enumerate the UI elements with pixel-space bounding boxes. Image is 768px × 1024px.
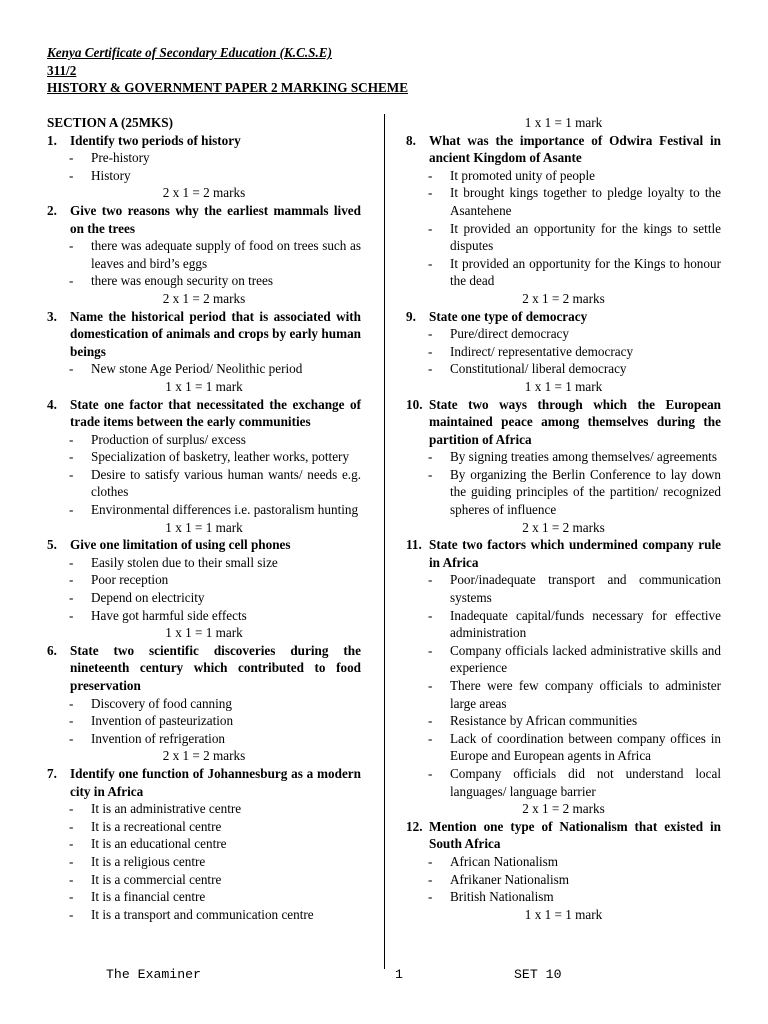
page-number: 1 [395,967,403,982]
bullet-dash: - [428,361,433,377]
answer-text: Poor reception [91,572,169,588]
bullet-dash: - [69,554,74,570]
question [47,308,361,361]
column-divider [384,114,385,969]
answer-item [47,571,361,589]
answer-item [406,360,721,378]
answer-text: Environmental differences i.e. pastoralism hunting [91,502,359,518]
answer-item [406,448,721,466]
mark-allocation: 2 x 1 = 2 marks [522,801,605,817]
answer-item [47,695,361,713]
question [47,202,361,237]
answer-text: It is an educational centre [91,836,227,852]
bullet-dash: - [428,343,433,359]
answer-text: Production of surplus/ excess [91,431,246,447]
answer-item [406,255,721,290]
answer-text: It brought kings together to pledge loyalty to the Asantehene [450,185,721,218]
question [406,132,721,167]
answer-text: There were few company officials to administer large areas [450,678,721,711]
answer-text: Invention of pasteurization [91,713,234,729]
answer-item [47,712,361,730]
bullet-dash: - [428,572,433,588]
footer-set: SET 10 [514,967,562,982]
answer-text: By organizing the Berlin Conference to lay down the guiding principles of the partition/ recognized spheres of influence [450,466,721,518]
answer-item [47,800,361,818]
bullet-dash: - [69,466,74,482]
bullet-dash: - [69,818,74,834]
question-number: 7. [47,765,57,781]
answer-item [47,888,361,906]
answer-text: Company officials lacked administrative skills and experience [450,642,721,676]
answer-item [47,853,361,871]
answer-text: Company officials did not understand local languages/ language barrier [450,765,721,799]
bullet-dash: - [69,730,74,746]
answer-text: Pre-history [91,150,150,166]
answer-text: Lack of coordination between company offices in Europe and European agents in Africa [450,730,721,764]
bullet-dash: - [69,906,74,922]
bullet-dash: - [428,167,433,183]
bullet-dash: - [69,502,74,518]
footer-examiner: The Examiner [106,967,201,982]
question [406,308,721,326]
answer-item [47,360,361,378]
answer-item [406,677,721,712]
bullet-dash: - [428,730,433,746]
bullet-dash: - [428,713,433,729]
answer-text: It provided an opportunity for the Kings to honour the dead [450,255,721,289]
answer-item [47,835,361,853]
answer-text: It is an administrative centre [91,801,242,817]
question [406,536,721,571]
bullet-dash: - [428,765,433,781]
mark-allocation: 2 x 1 = 2 marks [162,185,246,201]
answer-text: African Nationalism [450,853,559,869]
question-text: Name the historical period that is associated with domestication of animals and crops by early human beings [70,308,361,359]
paper-code: 311/2 [47,62,77,78]
answer-text: there was adequate supply of food on trees such as leaves and bird’s eggs [91,238,361,271]
question-text: Give one limitation of using cell phones [70,537,291,553]
answer-text: History [91,167,131,183]
bullet-dash: - [428,678,433,693]
answer-text: It is a recreational centre [91,818,222,834]
question-number: 1. [47,132,57,148]
bullet-dash: - [428,466,433,482]
answer-text: It is a religious centre [91,853,206,869]
answer-text: It promoted unity of people [450,167,596,183]
question-text: What was the importance of Odwira Festival in ancient Kingdom of Asante [429,132,721,166]
question-number: 9. [406,308,416,324]
question-text: Give two reasons why the earliest mammals lived on the trees [70,202,361,236]
right-column [406,114,721,923]
mark-allocation: 1 x 1 = 1 mark [524,906,603,922]
bullet-dash: - [428,255,433,271]
question-number: 3. [47,308,57,324]
question-number: 4. [47,396,57,412]
answer-text: Pure/direct democracy [450,326,569,342]
question [406,818,721,853]
answer-item [406,571,721,606]
answer-item [47,466,361,501]
question [47,642,361,695]
question-text: Identify two periods of history [70,132,241,148]
question [47,536,361,554]
bullet-dash: - [69,713,74,729]
question-number: 5. [47,537,57,553]
answer-item [47,149,361,167]
bullet-dash: - [69,607,74,623]
answer-item [406,325,721,343]
carried-mark: 1 x 1 = 1 mark [524,115,603,130]
mark-allocation: 1 x 1 = 1 mark [165,519,243,535]
answer-item [406,765,721,800]
mark-allocation: 2 x 1 = 2 marks [162,290,246,306]
question-text: State two factors which undermined company rule in Africa [429,537,721,570]
paper-title: HISTORY & GOVERNMENT PAPER 2 MARKING SCHEME [47,80,408,95]
answer-item [406,220,721,255]
bullet-dash: - [69,871,74,887]
answer-item [406,343,721,361]
bullet-dash: - [428,326,433,342]
answer-text: Resistance by African communities [450,713,638,729]
answer-item [47,818,361,836]
document-header [47,44,408,97]
answer-item [47,730,361,748]
answer-text: Poor/inadequate transport and communication systems [450,572,721,606]
bullet-dash: - [428,889,433,905]
question-number: 11. [406,537,422,553]
exam-title: Kenya Certificate of Secondary Education (K.C.S.E) [47,45,332,60]
answer-item [47,167,361,185]
question-number: 2. [47,202,57,218]
answer-item [406,167,721,185]
answer-text: Indirect/ representative democracy [450,343,634,359]
question-text: Mention one type of Nationalism that existed in South Africa [429,818,721,852]
bullet-dash: - [428,642,433,658]
question-text: Identify one function of Johannesburg as a modern city in Africa [70,765,361,799]
question [47,396,361,431]
answer-item [406,730,721,765]
bullet-dash: - [69,361,74,377]
mark-allocation: 2 x 1 = 2 marks [522,290,605,306]
bullet-dash: - [428,607,433,623]
answer-item [406,642,721,677]
answer-text: By signing treaties among themselves/ agreements [450,449,717,465]
answer-item [406,712,721,730]
mark-allocation: 2 x 1 = 2 marks [522,519,605,535]
bullet-dash: - [69,853,74,869]
answer-item [47,237,361,272]
answer-item [47,501,361,519]
answer-item [47,448,361,466]
answer-text: New stone Age Period/ Neolithic period [91,361,303,377]
answer-text: It is a financial centre [91,889,206,905]
answer-text: It is a commercial centre [91,871,222,887]
answer-text: Easily stolen due to their small size [91,554,278,570]
question-text: State one factor that necessitated the exchange of trade items between the early communities [70,396,361,430]
answer-item [47,272,361,290]
question [47,765,361,800]
answer-text: British Nationalism [450,889,554,905]
bullet-dash: - [428,449,433,465]
answer-item [406,871,721,889]
bullet-dash: - [69,801,74,817]
section-heading: SECTION A (25MKS) [47,115,174,130]
question-text: State two ways through which the European maintained peace among themselves during the partition of Africa [429,396,721,447]
bullet-dash: - [69,238,74,254]
bullet-dash: - [69,431,74,447]
answer-item [406,607,721,642]
question [47,132,361,150]
answer-item [406,184,721,219]
answer-item [47,589,361,607]
answer-item [47,431,361,449]
bullet-dash: - [69,695,74,711]
answer-item [47,554,361,572]
answer-text: Inadequate capital/funds necessary for effective administration [450,607,721,641]
bullet-dash: - [69,449,74,465]
bullet-dash: - [69,889,74,905]
question-number: 10. [406,396,423,412]
answer-text: Depend on electricity [91,590,205,606]
answer-item [47,871,361,889]
question-number: 12. [406,818,423,834]
question-number: 6. [47,642,57,658]
bullet-dash: - [428,871,433,887]
bullet-dash: - [428,220,433,236]
bullet-dash: - [69,836,74,852]
mark-allocation: 2 x 1 = 2 marks [162,748,246,764]
bullet-dash: - [69,273,74,289]
answer-text: Invention of refrigeration [91,730,226,746]
answer-item [406,888,721,906]
answer-text: Discovery of food canning [91,695,232,711]
bullet-dash: - [69,150,74,166]
answer-item [406,853,721,871]
mark-allocation: 1 x 1 = 1 mark [165,378,243,394]
bullet-dash: - [428,185,433,201]
answer-text: Specialization of basketry, leather works, pottery [91,449,350,465]
answer-text: Have got harmful side effects [91,607,247,623]
question-text: State one type of democracy [429,308,588,324]
answer-item [47,607,361,625]
answer-text: Desire to satisfy various human wants/ needs e.g. clothes [91,466,361,500]
answer-item [47,906,361,924]
answer-item [406,466,721,519]
answer-text: It provided an opportunity for the kings to settle disputes [450,220,721,254]
bullet-dash: - [69,167,74,183]
answer-text: there was enough security on trees [91,273,273,289]
question-text: State two scientific discoveries during the nineteenth century which contributed to food preservation [70,642,361,693]
answer-text: Constitutional/ liberal democracy [450,361,627,377]
answer-text: It is a transport and communication centre [91,906,314,922]
question [406,396,721,449]
left-column [47,114,361,923]
answer-text: Afrikaner Nationalism [450,871,570,887]
bullet-dash: - [69,572,74,588]
mark-allocation: 1 x 1 = 1 mark [165,625,243,641]
bullet-dash: - [428,853,433,869]
mark-allocation: 1 x 1 = 1 mark [524,378,603,394]
bullet-dash: - [69,590,74,606]
question-number: 8. [406,132,416,148]
